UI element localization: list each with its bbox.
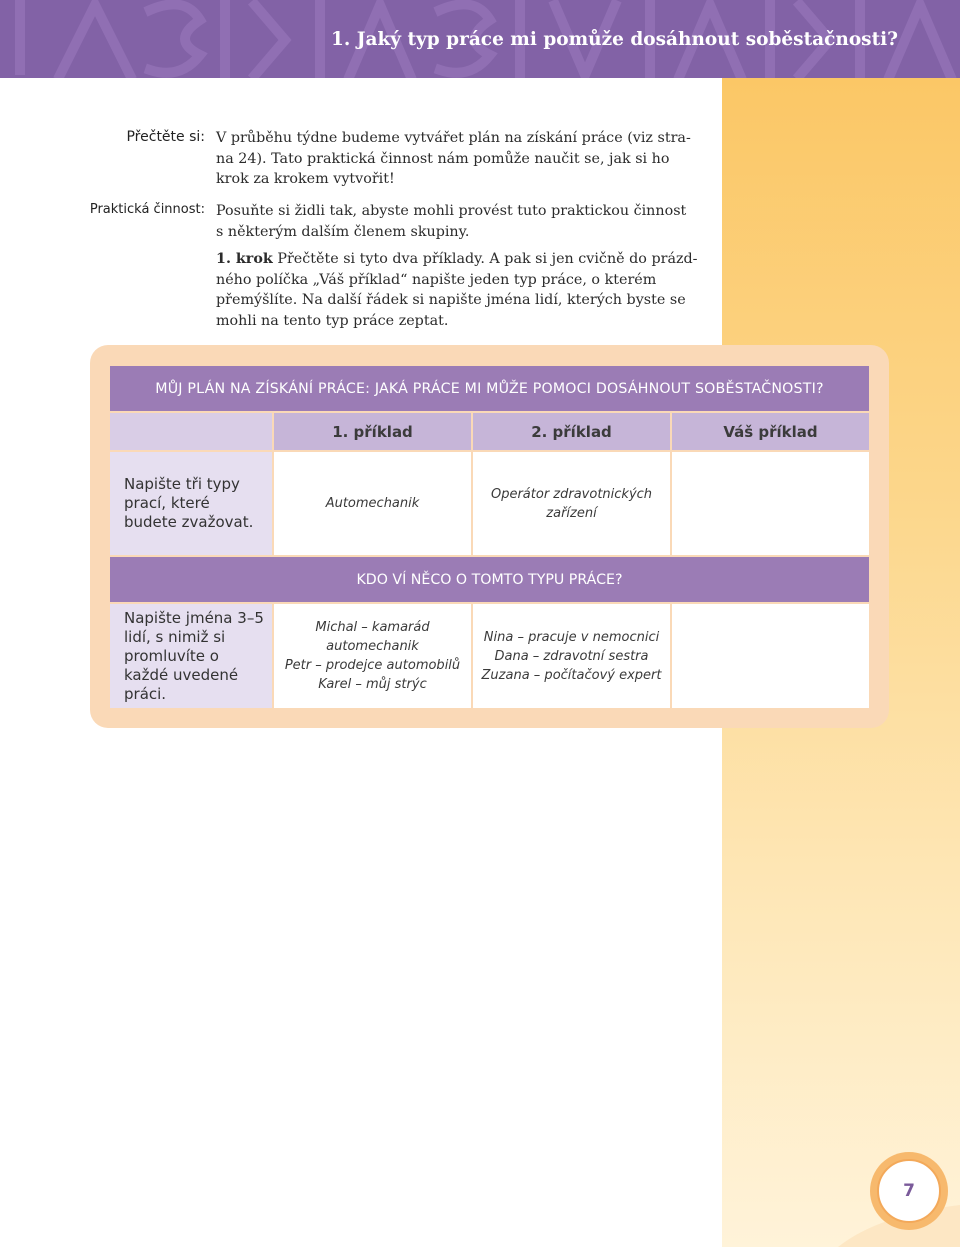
activity-label: Praktická činnost: xyxy=(89,202,205,217)
column-header-example2: 2. příklad xyxy=(473,413,670,450)
step-number: 1. krok xyxy=(216,251,273,267)
cell-example2-job xyxy=(473,452,670,555)
page-number: 7 xyxy=(877,1159,941,1223)
contact-line: Zuzana – počítačový expert xyxy=(481,667,662,683)
column-header-your-example: Váš příklad xyxy=(672,413,869,450)
step-line: ného políčka „Váš příklad“ napište jeden typ práce, o kterém xyxy=(216,271,657,288)
chapter-title: 1. Jaký typ práce mi pomůže dosáhnout soběstačnosti? xyxy=(330,29,898,50)
cell-your-job-input[interactable] xyxy=(672,452,869,555)
row-label-text: Napište jména 3–5 lidí, s nimiž si promluvíte o každé uvedené práci. xyxy=(124,608,264,703)
cell-text: Automechanik xyxy=(325,496,420,511)
step-paragraph xyxy=(216,249,706,331)
read-paragraph xyxy=(216,128,706,190)
row-label-job-types xyxy=(110,452,272,555)
chapter-header xyxy=(0,0,960,78)
activity-line: Posuňte si židli tak, abyste mohli provést tuto praktickou činnost xyxy=(216,203,687,219)
step-line xyxy=(216,249,706,270)
cell-example1-contacts xyxy=(274,604,471,708)
step-line: mohli na tento typ práce zeptat. xyxy=(216,312,449,329)
row-label-text: Napište tři typy prací, které budete zvažovat. xyxy=(124,475,254,531)
read-label: Přečtěte si: xyxy=(126,129,205,145)
contact-line: Karel – můj strýc xyxy=(318,677,427,692)
section-who-knows: KDO VÍ NĚCO O TOMTO TYPU PRÁCE? xyxy=(110,557,869,602)
read-line: V průběhu týdne budeme vytvářet plán na získání práce (viz stra- xyxy=(216,130,691,146)
read-line: na 24). Tato praktická činnost nám pomůže naučit se, jak si ho xyxy=(216,150,670,167)
read-line: krok za krokem vytvořit! xyxy=(216,171,395,187)
page-number-badge xyxy=(870,1152,948,1230)
row-label-contacts xyxy=(110,604,272,708)
activity-line: s některým dalším členem skupiny. xyxy=(216,223,470,240)
cell-text: Operátor zdravotnických zařízení xyxy=(490,486,653,521)
cell-your-contacts-input[interactable] xyxy=(672,604,869,708)
plan-title: MŮJ PLÁN NA ZÍSKÁNÍ PRÁCE: JAKÁ PRÁCE MI MŮŽE POMOCI DOSÁHNOUT SOBĚSTAČNOSTI? xyxy=(110,366,869,411)
step-text: Přečtěte si tyto dva příklady. A pak si jen cvičně do prázd- xyxy=(272,251,698,267)
contact-line: Michal – kamarád xyxy=(315,620,430,635)
contact-line: Dana – zdravotní sestra xyxy=(494,648,649,664)
activity-paragraph xyxy=(216,201,706,242)
column-header-example1: 1. příklad xyxy=(274,413,471,450)
contact-line: Nina – pracuje v nemocnici xyxy=(483,629,660,645)
step-line: přemýšlíte. Na další řádek si napište jména lidí, kterých byste se xyxy=(216,292,686,308)
contact-line: Petr – prodejce automobilů xyxy=(284,658,461,673)
contact-line: automechanik xyxy=(326,639,419,654)
header-corner xyxy=(110,413,272,450)
cell-example1-job xyxy=(274,452,471,555)
cell-example2-contacts xyxy=(473,604,670,708)
